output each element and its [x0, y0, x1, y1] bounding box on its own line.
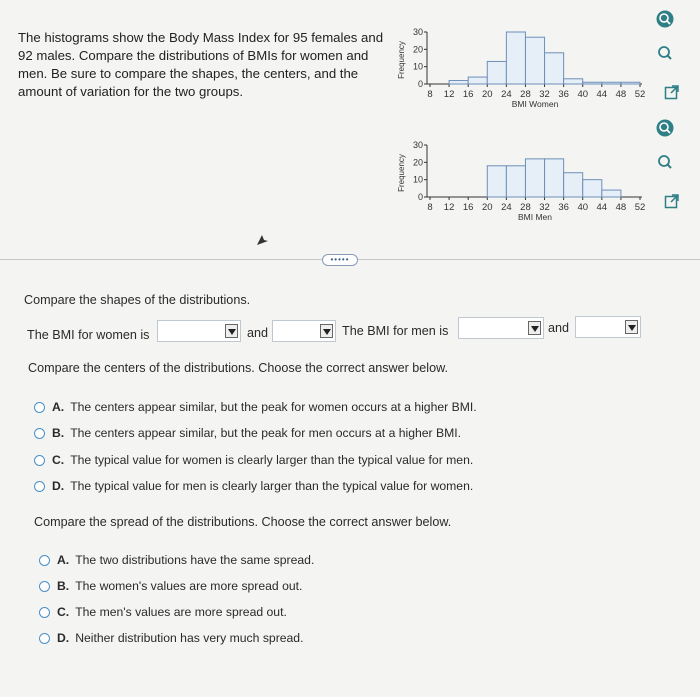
women-bar: [583, 82, 602, 84]
men-ylabel: Frequency: [397, 154, 406, 192]
women-x-tick-label: 24: [501, 89, 512, 100]
zoom-in-icon-men[interactable]: [656, 119, 674, 137]
men-shape-dropdown-2[interactable]: [575, 316, 641, 338]
women-y-tick-label: 0: [417, 79, 423, 89]
spread-option-b-radio[interactable]: [39, 581, 50, 592]
men-histogram: [392, 133, 667, 229]
center-heading: Compare the centers of the distributions. Choose the correct answer below.: [28, 361, 449, 375]
men-x-tick-label: 24: [501, 202, 512, 213]
women-x-tick-label: 20: [481, 89, 493, 100]
men-x-tick-label: 20: [481, 202, 493, 213]
women-x-tick-label: 32: [539, 89, 550, 100]
spread-option-c[interactable]: C. The men's values are more spread out.: [57, 605, 287, 619]
men-y-tick-label: 10: [412, 174, 423, 185]
men-shape-label: The BMI for men is: [342, 324, 449, 338]
women-shape-label: The BMI for women is: [27, 328, 150, 342]
women-x-tick-label: 8: [427, 89, 433, 100]
women-x-tick-label: 40: [577, 89, 589, 100]
chevron-down-icon[interactable]: [225, 324, 238, 338]
women-x-tick-label: 48: [615, 89, 627, 100]
zoom-out-icon[interactable]: [656, 44, 674, 62]
men-x-tick-label: 12: [443, 202, 455, 213]
men-bar: [583, 180, 602, 197]
external-link-icon[interactable]: [664, 84, 680, 100]
men-bar: [525, 159, 544, 197]
women-xlabel: BMI Women: [511, 99, 559, 109]
women-bar: [506, 32, 525, 84]
men-x-tick-label: 32: [539, 202, 550, 213]
question-intro: The histograms show the Body Mass Index for 95 females and 92 males. Compare the distributions of BMIs for women and men. Be sure to compare the shapes, the centers, and the amount of variation for the two groups.: [18, 30, 384, 99]
men-x-tick-label: 44: [596, 202, 608, 213]
women-bar: [468, 77, 487, 84]
women-histogram: [392, 20, 667, 116]
men-x-tick-label: 52: [634, 202, 646, 213]
men-x-tick-label: 48: [615, 202, 627, 213]
chevron-down-icon[interactable]: [625, 320, 638, 334]
spread-option-c-radio[interactable]: [39, 607, 50, 618]
women-bar: [487, 61, 506, 84]
and-label-1: and: [247, 326, 269, 340]
men-x-tick-label: 16: [462, 202, 474, 213]
men-xlabel: BMI Men: [517, 212, 553, 222]
spread-option-a[interactable]: A. The two distributions have the same spread.: [57, 553, 315, 567]
zoom-in-icon[interactable]: [656, 10, 674, 28]
mouse-cursor-icon: [255, 233, 269, 247]
chevron-down-icon[interactable]: [320, 324, 333, 338]
men-bar: [545, 159, 564, 197]
center-option-d-radio[interactable]: [34, 481, 45, 492]
women-bar: [525, 37, 544, 84]
spread-option-a-radio[interactable]: [39, 555, 50, 566]
men-bar: [487, 166, 506, 197]
men-x-tick-label: 8: [427, 202, 433, 213]
men-x-tick-label: 28: [520, 202, 531, 213]
men-bar: [602, 190, 621, 197]
men-y-tick-label: 20: [412, 157, 423, 168]
women-y-tick-label: 20: [412, 44, 423, 55]
center-option-a[interactable]: A. The centers appear similar, but the peak for women occurs at a higher BMI.: [52, 400, 477, 414]
men-y-tick-label: 30: [412, 140, 423, 150]
spread-option-b[interactable]: B. The women's values are more spread out.: [57, 579, 303, 593]
men-x-tick-label: 40: [577, 202, 589, 213]
and-label-2: and: [548, 321, 570, 335]
center-option-b[interactable]: B. The centers appear similar, but the peak for men occurs at a higher BMI.: [52, 426, 462, 440]
center-option-c-radio[interactable]: [34, 455, 45, 466]
center-option-a-radio[interactable]: [34, 402, 45, 413]
spread-option-d-radio[interactable]: [39, 633, 50, 644]
women-x-tick-label: 52: [634, 89, 646, 100]
women-bar: [545, 53, 564, 84]
women-x-tick-label: 16: [462, 89, 474, 100]
women-y-tick-label: 30: [412, 27, 423, 37]
women-bar: [602, 82, 621, 84]
men-bar: [506, 166, 525, 197]
more-toggle-button[interactable]: •••••: [322, 254, 358, 266]
spread-option-d[interactable]: D. Neither distribution has very much spread.: [57, 631, 304, 645]
women-ylabel: Frequency: [397, 41, 406, 79]
spread-heading: Compare the spread of the distributions. Choose the correct answer below.: [34, 515, 452, 529]
women-shape-dropdown-1[interactable]: [157, 320, 241, 342]
men-x-tick-label: 36: [558, 202, 569, 213]
women-shape-dropdown-2[interactable]: [272, 320, 336, 342]
women-x-tick-label: 12: [443, 89, 455, 100]
men-y-tick-label: 0: [417, 192, 423, 202]
women-x-tick-label: 28: [520, 89, 531, 100]
women-bar: [621, 82, 640, 84]
zoom-out-icon-men[interactable]: [656, 153, 674, 171]
center-option-d[interactable]: D. The typical value for men is clearly larger than the typical value for women.: [52, 479, 474, 493]
center-option-b-radio[interactable]: [34, 428, 45, 439]
men-bar: [564, 173, 583, 197]
shape-heading: Compare the shapes of the distributions.: [24, 293, 251, 307]
women-bar: [449, 81, 468, 84]
women-y-tick-label: 10: [412, 61, 423, 72]
chevron-down-icon[interactable]: [528, 321, 541, 335]
women-x-tick-label: 36: [558, 89, 569, 100]
center-option-c[interactable]: C. The typical value for women is clearly larger than the typical value for men.: [52, 453, 474, 467]
external-link-icon-men[interactable]: [664, 193, 680, 209]
women-bar: [564, 79, 583, 84]
women-x-tick-label: 44: [596, 89, 608, 100]
men-shape-dropdown-1[interactable]: [458, 317, 544, 339]
